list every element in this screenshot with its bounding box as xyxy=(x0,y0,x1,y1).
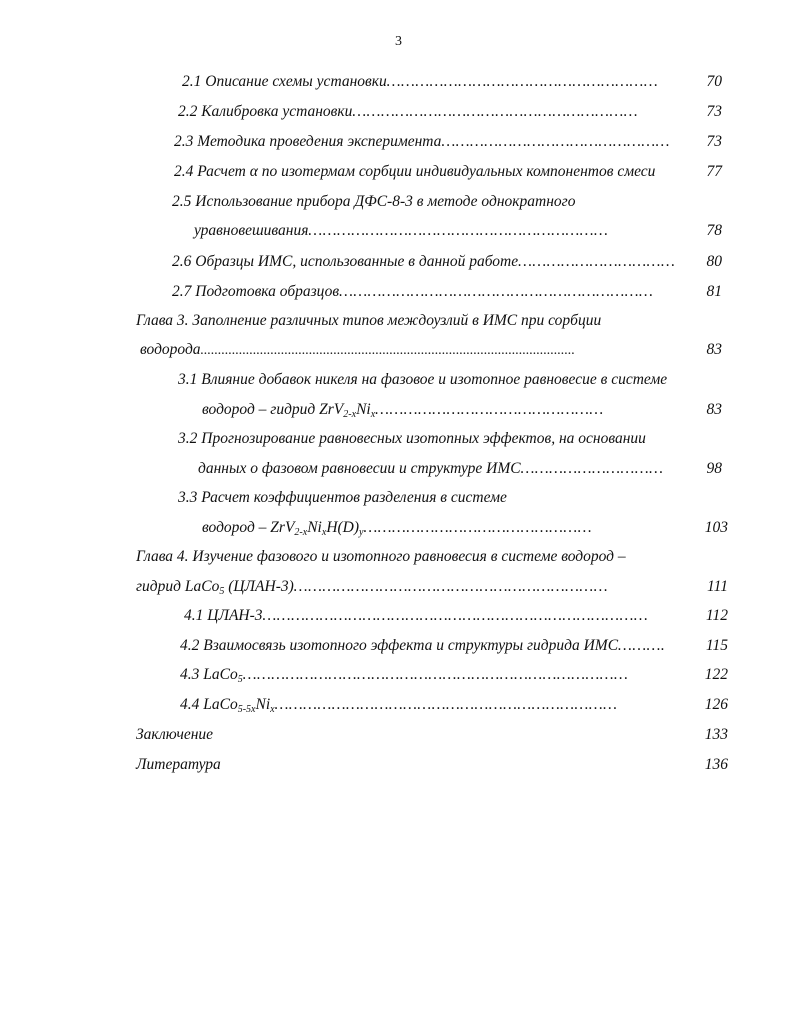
toc-entry-title: данных о фазовом равновесии и структуре ИМС xyxy=(198,460,521,477)
toc-entry-3-3[interactable] xyxy=(178,488,507,508)
toc-entry-2-3[interactable] xyxy=(174,132,670,152)
toc-entry-title: Литература xyxy=(136,756,221,773)
toc-chapter-4-cont[interactable] xyxy=(136,577,608,597)
toc-entry-title: 2.2 Калибровка установки xyxy=(178,103,353,120)
toc-conclusion[interactable] xyxy=(136,725,213,745)
formula-subscript: x xyxy=(321,527,327,538)
toc-page-number: 83 xyxy=(706,401,722,418)
formula-subscript: 5-5x xyxy=(237,704,256,715)
toc-page-number: 70 xyxy=(706,73,722,90)
toc-page-number: 122 xyxy=(704,666,728,683)
toc-page-number: 112 xyxy=(705,607,728,624)
toc-entry-title: 4.2 Взаимосвязь изотопного эффекта и структуры гидрида ИМС xyxy=(180,637,619,654)
toc-leader-dots: ………………………………………………………… xyxy=(293,578,608,595)
toc-entry-3-1[interactable] xyxy=(178,370,667,390)
toc-entry-title: 2.6 Образцы ИМС, использованные в данной работе xyxy=(172,253,519,270)
toc-leader-dots: …………………………………………………… xyxy=(352,103,639,120)
toc-page-number: 78 xyxy=(706,222,722,239)
formula-part: Ni xyxy=(356,401,371,418)
toc-entry-title: 3.1 Влияние добавок никеля на фазовое и изотопное равновесие в системе xyxy=(178,371,668,388)
toc-entry-title: 2.5 Использование прибора ДФС-8-3 в методе однократного xyxy=(172,193,576,210)
toc-entry-title: водород – гидрид ZrV xyxy=(202,401,344,418)
toc-entry-2-1[interactable] xyxy=(182,72,658,92)
toc-literature[interactable] xyxy=(136,755,221,775)
toc-entry-title: 3.3 Расчет коэффициентов разделения в системе xyxy=(178,489,507,506)
toc-entry-4-4[interactable] xyxy=(180,695,617,715)
toc-page-number: 73 xyxy=(706,103,722,120)
formula-part: (ЦЛАН-3) xyxy=(224,578,294,595)
toc-leader-dots: ……………………………………………………………………… xyxy=(262,607,649,624)
toc-entry-3-2-cont[interactable] xyxy=(198,459,663,479)
toc-leader-dots: ……………………………………………………………… xyxy=(274,696,618,713)
toc-page-number: 126 xyxy=(704,696,728,713)
toc-chapter-3[interactable] xyxy=(136,311,601,331)
toc-entry-4-3[interactable] xyxy=(180,665,628,685)
toc-entry-title: 4.4 LaCo xyxy=(180,696,238,713)
toc-leader-dots: ……………………………………………………………………… xyxy=(242,666,629,683)
toc-entry-title: гидрид LaCo xyxy=(136,578,220,595)
toc-entry-2-2[interactable] xyxy=(178,102,638,122)
toc-page-number: 83 xyxy=(706,341,722,358)
toc-leader-dots: ........................................................................................................... xyxy=(200,343,576,358)
toc-entry-2-6[interactable] xyxy=(172,252,675,272)
toc-entry-title: водорода xyxy=(140,341,201,358)
toc-entry-4-1[interactable] xyxy=(184,606,648,626)
formula-subscript: y xyxy=(359,527,364,538)
toc-page-number: 77 xyxy=(706,163,722,180)
toc-leader-dots: ………………………………………………… xyxy=(386,73,659,90)
page-number: 3 xyxy=(395,34,402,49)
toc-page-number: 136 xyxy=(704,756,728,773)
toc-page-number: 133 xyxy=(704,726,728,743)
toc-entry-title: 2.1 Описание схемы установки xyxy=(182,73,387,90)
formula-subscript: 5 xyxy=(219,586,225,597)
toc-leader-dots: ………………………………………………………… xyxy=(339,283,654,300)
toc-leader-dots: ………. xyxy=(618,637,666,654)
formula-part: Ni xyxy=(307,519,322,536)
toc-entry-2-5-cont[interactable] xyxy=(194,221,608,241)
toc-entry-2-4[interactable] xyxy=(174,162,655,182)
formula-part: Ni xyxy=(255,696,271,713)
toc-leader-dots: ………………………………………… xyxy=(375,401,604,418)
toc-leader-dots: ………………………………………… xyxy=(363,519,592,536)
toc-entry-title: 3.2 Прогнозирование равновесных изотопных эффектов, на основании xyxy=(178,430,646,447)
toc-leader-dots: ……………………………………………………… xyxy=(308,222,609,239)
toc-leader-dots: ………………………… xyxy=(520,460,664,477)
toc-entry-title: уравновешивания xyxy=(194,222,309,239)
toc-page-number: 73 xyxy=(706,133,722,150)
toc-page-number: 115 xyxy=(705,637,728,654)
formula-subscript: 2-x xyxy=(343,409,357,420)
toc-leader-dots: …………………………… xyxy=(518,253,676,270)
formula-part: H(D) xyxy=(326,519,360,536)
toc-entry-title: 2.7 Подготовка образцов xyxy=(172,283,340,300)
toc-entry-2-7[interactable] xyxy=(172,282,653,302)
toc-entry-title: водород – ZrV xyxy=(202,519,295,536)
toc-entry-2-5[interactable] xyxy=(172,192,575,212)
toc-entry-title: 2.3 Методика проведения эксперимента xyxy=(174,133,442,150)
toc-chapter-3-cont[interactable] xyxy=(140,340,575,361)
toc-page-number: 98 xyxy=(706,460,722,477)
toc-entry-title: 4.3 LaCo xyxy=(180,666,238,683)
toc-entry-3-2[interactable] xyxy=(178,429,646,449)
formula-subscript: 2-x xyxy=(294,527,308,538)
toc-page-number: 80 xyxy=(706,253,722,270)
toc-entry-4-2[interactable] xyxy=(180,636,665,656)
toc-entry-title: Глава 4. Изучение фазового и изотопного равновесия в системе водород – xyxy=(136,548,626,565)
toc-entry-title: Глава 3. Заполнение различных типов междоузлий в ИМС при сорбции xyxy=(136,312,602,329)
toc-entry-title: 2.4 Расчет α по изотермам сорбции индивидуальных компонентов смеси xyxy=(174,163,656,180)
toc-chapter-4[interactable] xyxy=(136,547,626,567)
toc-page-number: 111 xyxy=(707,578,728,595)
toc-page-number: 103 xyxy=(704,519,728,536)
toc-page-number: 81 xyxy=(706,283,722,300)
formula-subscript: x xyxy=(370,409,376,420)
formula-subscript: 5 xyxy=(237,674,243,685)
toc-entry-3-1-cont[interactable] xyxy=(202,400,604,420)
toc-leader-dots: ………………………………………… xyxy=(441,133,670,150)
toc-entry-title: 4.1 ЦЛАН-3 xyxy=(184,607,263,624)
toc-entry-title: Заключение xyxy=(136,726,214,743)
toc-entry-3-3-cont[interactable] xyxy=(202,518,592,538)
formula-subscript: x xyxy=(270,704,275,715)
